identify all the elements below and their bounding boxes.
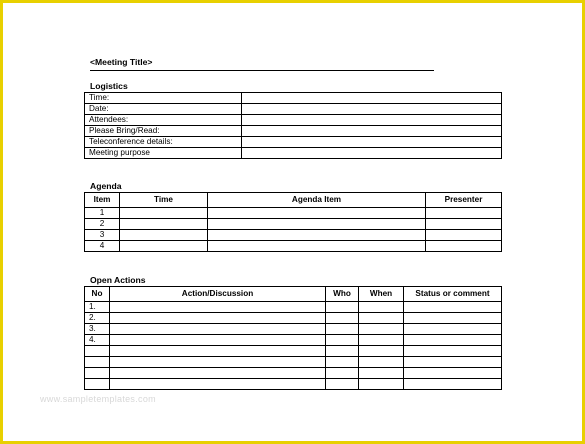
agenda-presenter-cell[interactable] — [426, 241, 502, 252]
column-header-who: Who — [326, 287, 359, 302]
table-row — [85, 93, 502, 104]
when-cell[interactable] — [359, 324, 404, 335]
status-cell[interactable] — [404, 324, 502, 335]
logistics-value[interactable] — [242, 148, 502, 159]
table-row — [85, 230, 502, 241]
status-cell[interactable] — [404, 368, 502, 379]
logistics-label: Teleconference details: — [85, 137, 242, 148]
column-header-no: No — [85, 287, 110, 302]
when-cell[interactable] — [359, 368, 404, 379]
watermark-text: www.sampletemplates.com — [40, 394, 156, 404]
table-row — [85, 208, 502, 219]
agenda-time-cell[interactable] — [120, 208, 208, 219]
action-number: 1. — [85, 302, 110, 313]
agenda-item-cell[interactable] — [208, 219, 426, 230]
open-actions-heading: Open Actions — [90, 275, 146, 285]
table-row — [85, 379, 502, 390]
who-cell[interactable] — [326, 368, 359, 379]
table-row — [85, 368, 502, 379]
action-cell[interactable] — [110, 324, 326, 335]
table-row — [85, 137, 502, 148]
table-row — [85, 126, 502, 137]
table-row — [85, 313, 502, 324]
agenda-time-cell[interactable] — [120, 241, 208, 252]
action-number: 2. — [85, 313, 110, 324]
logistics-value[interactable] — [242, 126, 502, 137]
column-header-item: Item — [85, 193, 120, 208]
action-cell[interactable] — [110, 302, 326, 313]
table-row — [85, 115, 502, 126]
agenda-item-number: 3 — [85, 230, 120, 241]
column-header-agenda-item: Agenda Item — [208, 193, 426, 208]
logistics-value[interactable] — [242, 137, 502, 148]
column-header-status: Status or comment — [404, 287, 502, 302]
status-cell[interactable] — [404, 335, 502, 346]
action-number: 4. — [85, 335, 110, 346]
table-row — [85, 324, 502, 335]
who-cell[interactable] — [326, 346, 359, 357]
who-cell[interactable] — [326, 302, 359, 313]
agenda-item-cell[interactable] — [208, 208, 426, 219]
action-number — [85, 357, 110, 368]
logistics-label: Date: — [85, 104, 242, 115]
action-number — [85, 346, 110, 357]
action-cell[interactable] — [110, 368, 326, 379]
agenda-item-number: 2 — [85, 219, 120, 230]
logistics-table — [84, 92, 502, 159]
agenda-item-number: 1 — [85, 208, 120, 219]
agenda-presenter-cell[interactable] — [426, 208, 502, 219]
agenda-item-cell[interactable] — [208, 230, 426, 241]
table-row — [85, 302, 502, 313]
column-header-presenter: Presenter — [426, 193, 502, 208]
agenda-table — [84, 192, 502, 252]
column-header-when: When — [359, 287, 404, 302]
column-header-time: Time — [120, 193, 208, 208]
when-cell[interactable] — [359, 335, 404, 346]
action-cell[interactable] — [110, 335, 326, 346]
agenda-item-number: 4 — [85, 241, 120, 252]
action-cell[interactable] — [110, 346, 326, 357]
table-row — [85, 346, 502, 357]
status-cell[interactable] — [404, 313, 502, 324]
who-cell[interactable] — [326, 335, 359, 346]
when-cell[interactable] — [359, 346, 404, 357]
table-row — [85, 148, 502, 159]
logistics-value[interactable] — [242, 104, 502, 115]
who-cell[interactable] — [326, 379, 359, 390]
logistics-label: Meeting purpose — [85, 148, 242, 159]
column-header-action: Action/Discussion — [110, 287, 326, 302]
status-cell[interactable] — [404, 346, 502, 357]
status-cell[interactable] — [404, 379, 502, 390]
logistics-value[interactable] — [242, 115, 502, 126]
when-cell[interactable] — [359, 313, 404, 324]
when-cell[interactable] — [359, 357, 404, 368]
table-row — [85, 241, 502, 252]
table-row — [85, 104, 502, 115]
status-cell[interactable] — [404, 302, 502, 313]
logistics-value[interactable] — [242, 93, 502, 104]
logistics-label: Attendees: — [85, 115, 242, 126]
table-header-row — [85, 287, 502, 302]
agenda-presenter-cell[interactable] — [426, 230, 502, 241]
who-cell[interactable] — [326, 357, 359, 368]
when-cell[interactable] — [359, 302, 404, 313]
action-cell[interactable] — [110, 357, 326, 368]
table-row — [85, 335, 502, 346]
action-cell[interactable] — [110, 379, 326, 390]
action-number — [85, 379, 110, 390]
agenda-time-cell[interactable] — [120, 219, 208, 230]
when-cell[interactable] — [359, 379, 404, 390]
action-number — [85, 368, 110, 379]
agenda-item-cell[interactable] — [208, 241, 426, 252]
logistics-label: Time: — [85, 93, 242, 104]
logistics-heading: Logistics — [90, 81, 128, 91]
action-cell[interactable] — [110, 313, 326, 324]
agenda-presenter-cell[interactable] — [426, 219, 502, 230]
logistics-label: Please Bring/Read: — [85, 126, 242, 137]
open-actions-table — [84, 286, 502, 390]
table-row — [85, 219, 502, 230]
agenda-heading: Agenda — [90, 181, 122, 191]
who-cell[interactable] — [326, 324, 359, 335]
agenda-time-cell[interactable] — [120, 230, 208, 241]
table-row — [85, 357, 502, 368]
action-number: 3. — [85, 324, 110, 335]
table-header-row — [85, 193, 502, 208]
who-cell[interactable] — [326, 313, 359, 324]
meeting-title: <Meeting Title> — [90, 58, 434, 71]
status-cell[interactable] — [404, 357, 502, 368]
